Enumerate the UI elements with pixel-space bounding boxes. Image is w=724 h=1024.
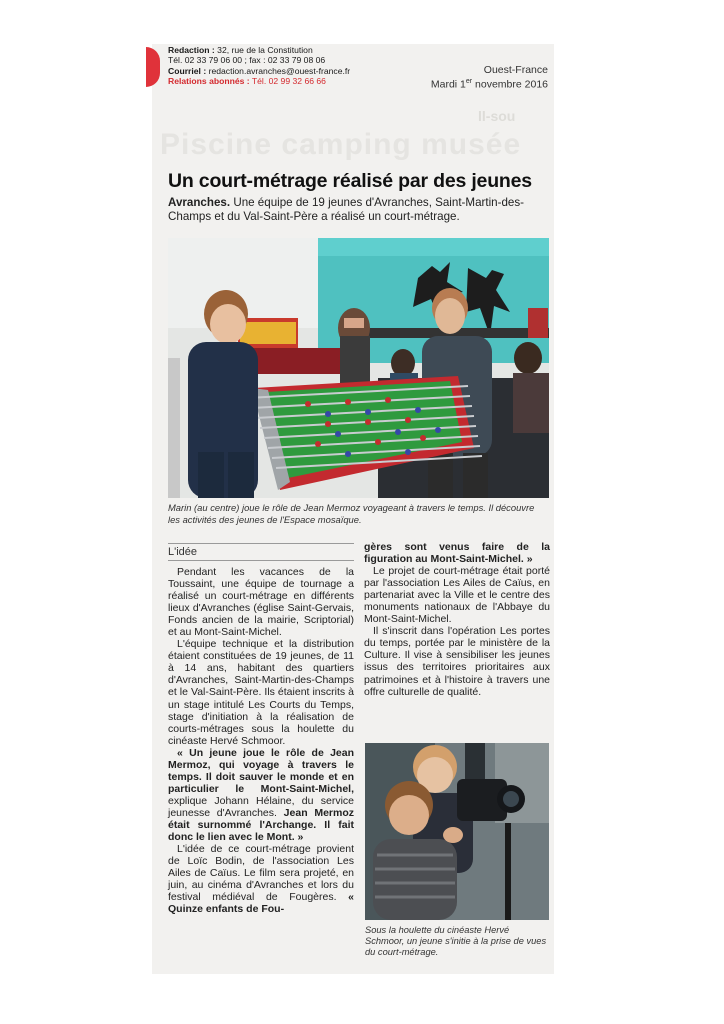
photo-camera-illustration [365, 743, 549, 920]
photo-foosball-youth [168, 238, 549, 498]
photo-camera-youth [365, 743, 549, 920]
contact-phone: Tél. 02 33 79 06 00 ; fax : 02 33 79 08 06 [168, 55, 326, 66]
body-column-left [168, 566, 354, 915]
paragraph: L'équipe technique et la distribution étaient constituées de 19 jeunes, de 11 à 14 ans, habitant des quartiers d'Avranches, Saint-Martin-des-Champs et le Val-Saint-Père. Ils étaient inscrits à un stage intitulé Les Courts du Temps, stage d'initiation à la réalisation de courts-métrages sous la houlette du cinéaste Hervé Schmoor. [168, 638, 354, 747]
paragraph: Il s'inscrit dans l'opération Les portes du temps, portée par le ministère de la Culture. Il vise à sensibiliser les jeunes issus des territoires prioritaires aux patrimoines et à l'histoire à travers une offre culturelle de qualité. [364, 625, 550, 698]
paragraph: L'idée de ce court-métrage provient de Loïc Bodin, de l'association Les Ailes de Caïus. Le film sera projeté, en juin, au cinéma d'Avranches et lors du festival médiéval de Fougères. « Quinze enfants de Fou- [168, 843, 354, 916]
paragraph-quote-end: gères sont venus faire de la figuration au Mont-Saint-Michel. » [364, 541, 550, 566]
contact-redaction: Redaction : 32, rue de la Constitution [168, 45, 313, 55]
issue-date: Mardi 1er novembre 2016 [430, 78, 548, 91]
masthead [431, 64, 548, 91]
paragraph-quote: « Un jeune joue le rôle de Jean Mermoz, qui voyage à travers le temps. Il doit sauver le monde et en particulier le Mont-Saint-Michel, explique Johann Hélaine, du service jeunesse d'Avranches. Jean Mermoz était surnommé l'Archange. Il fait donc le lien avec le Mont. » [168, 746, 355, 844]
bleed-through-text-small: ll-sou [478, 108, 516, 124]
paragraph: Pendant les vacances de la Toussaint, une équipe de tournage a réalisé un court-métrage en différents lieux d'Avranches (église Saint-Gervais, Fonds ancien de la mairie, Scriptorial) et au Mont-Saint-Michel. [168, 566, 354, 639]
bleed-through-text: Piscine camping musée [160, 128, 522, 161]
photo2-caption: Sous la houlette du cinéaste Hervé Schmoor, un jeune s'initie à la prise de vues du court-métrage. [365, 925, 547, 958]
section-heading: L'idée [168, 543, 354, 561]
body-column-right [364, 541, 550, 698]
contact-courriel: Courriel : redaction.avranches@ouest-france.fr [168, 65, 351, 76]
photo1-caption: Marin (au centre) joue le rôle de Jean Mermoz voyageant à travers le temps. Il découvre les activités des jeunes de l'Espace mosaïque. [168, 502, 535, 525]
photo-foosball-illustration [168, 238, 549, 498]
contact-block [168, 45, 350, 86]
paragraph: Le projet de court-métrage était porté par l'association Les Ailes de Caïus, en partenariat avec la Ville et le centre des monuments nationaux de l'Abbaye du Mont-Saint-Michel. [364, 565, 550, 626]
article-headline: Un court-métrage réalisé par des jeunes [168, 170, 532, 192]
contact-abonnes: Relations abonnés : Tél. 02 99 32 66 66 [168, 75, 326, 86]
paper-name: Ouest-France [483, 64, 548, 76]
article-lede: Avranches. Une équipe de 19 jeunes d'Avranches, Saint-Martin-des-Champs et du Val-Saint-Père a réalisé un court-métrage. [168, 196, 525, 223]
